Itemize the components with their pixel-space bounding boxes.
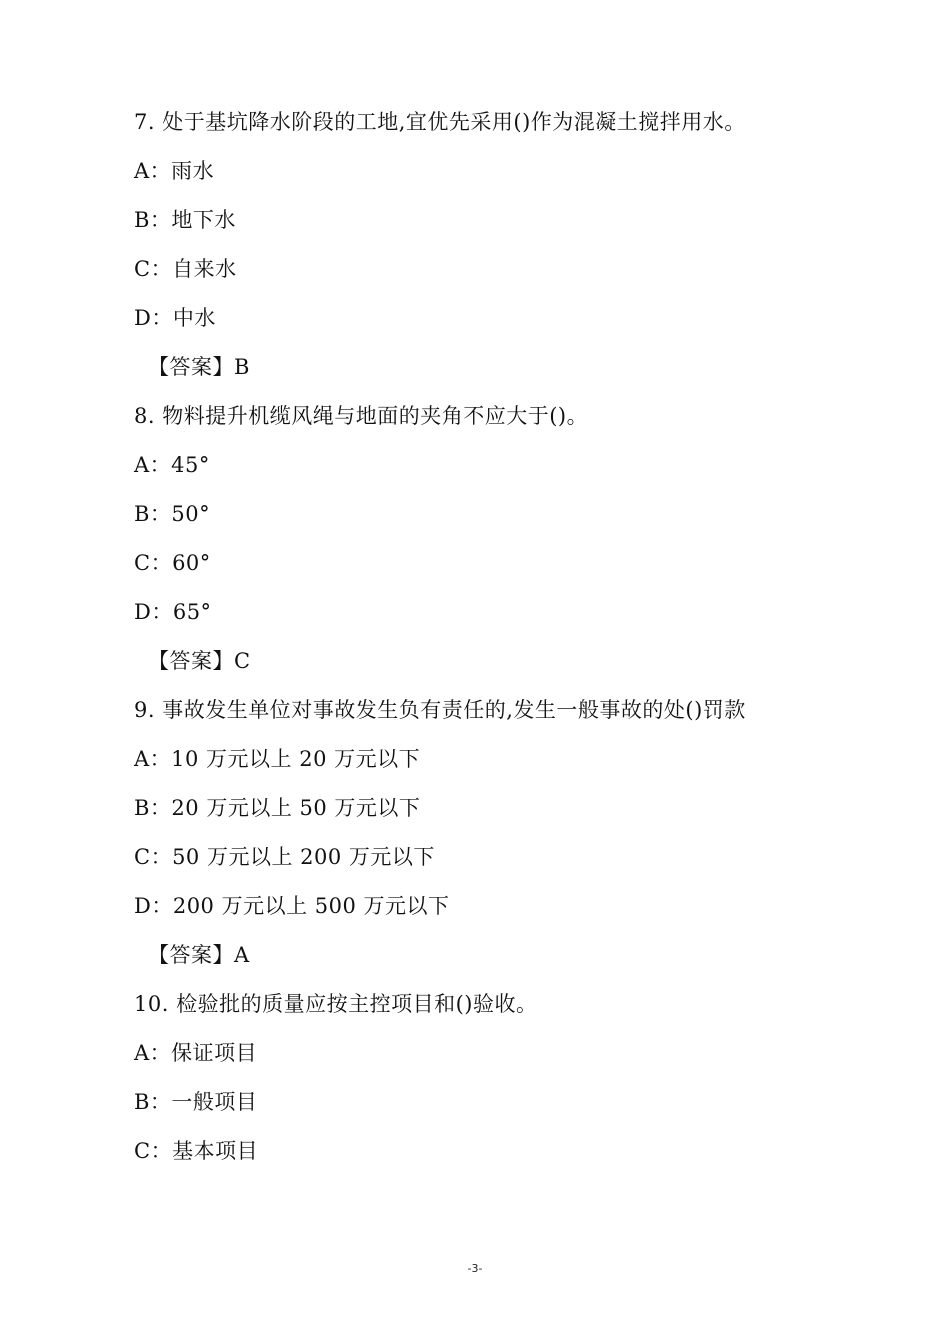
question-9-option-b: B：20 万元以上 50 万元以下: [134, 796, 421, 820]
question-7-option-d: D：中水: [134, 306, 216, 330]
question-7-option-c: C：自来水: [134, 257, 237, 281]
question-7-answer: 【答案】B: [148, 355, 250, 379]
question-9-option-a: A：10 万元以上 20 万元以下: [134, 747, 421, 771]
question-8-stem: 8. 物料提升机缆风绳与地面的夹角不应大于()。: [134, 404, 589, 428]
question-8-option-c: C：60°: [134, 551, 211, 575]
question-9-option-c: C：50 万元以上 200 万元以下: [134, 845, 435, 869]
question-9-answer: 【答案】A: [148, 943, 250, 967]
question-8-option-d: D：65°: [134, 600, 212, 624]
question-8-answer: 【答案】C: [148, 649, 251, 673]
question-8-option-a: A：45°: [134, 453, 210, 477]
question-10-option-c: C：基本项目: [134, 1139, 259, 1163]
page-number: -3-: [467, 1262, 483, 1275]
question-7-option-a: A：雨水: [134, 159, 215, 183]
question-10-stem: 10. 检验批的质量应按主控项目和()验收。: [134, 992, 538, 1016]
question-7-stem: 7. 处于基坑降水阶段的工地,宜优先采用()作为混凝土搅拌用水。: [134, 110, 746, 134]
question-10-option-b: B：一般项目: [134, 1090, 258, 1114]
question-9-option-d: D：200 万元以上 500 万元以下: [134, 894, 450, 918]
question-8-option-b: B：50°: [134, 502, 211, 526]
question-9-stem: 9. 事故发生单位对事故发生负有责任的,发生一般事故的处()罚款: [134, 698, 746, 722]
question-7-option-b: B：地下水: [134, 208, 236, 232]
question-10-option-a: A：保证项目: [134, 1041, 258, 1065]
